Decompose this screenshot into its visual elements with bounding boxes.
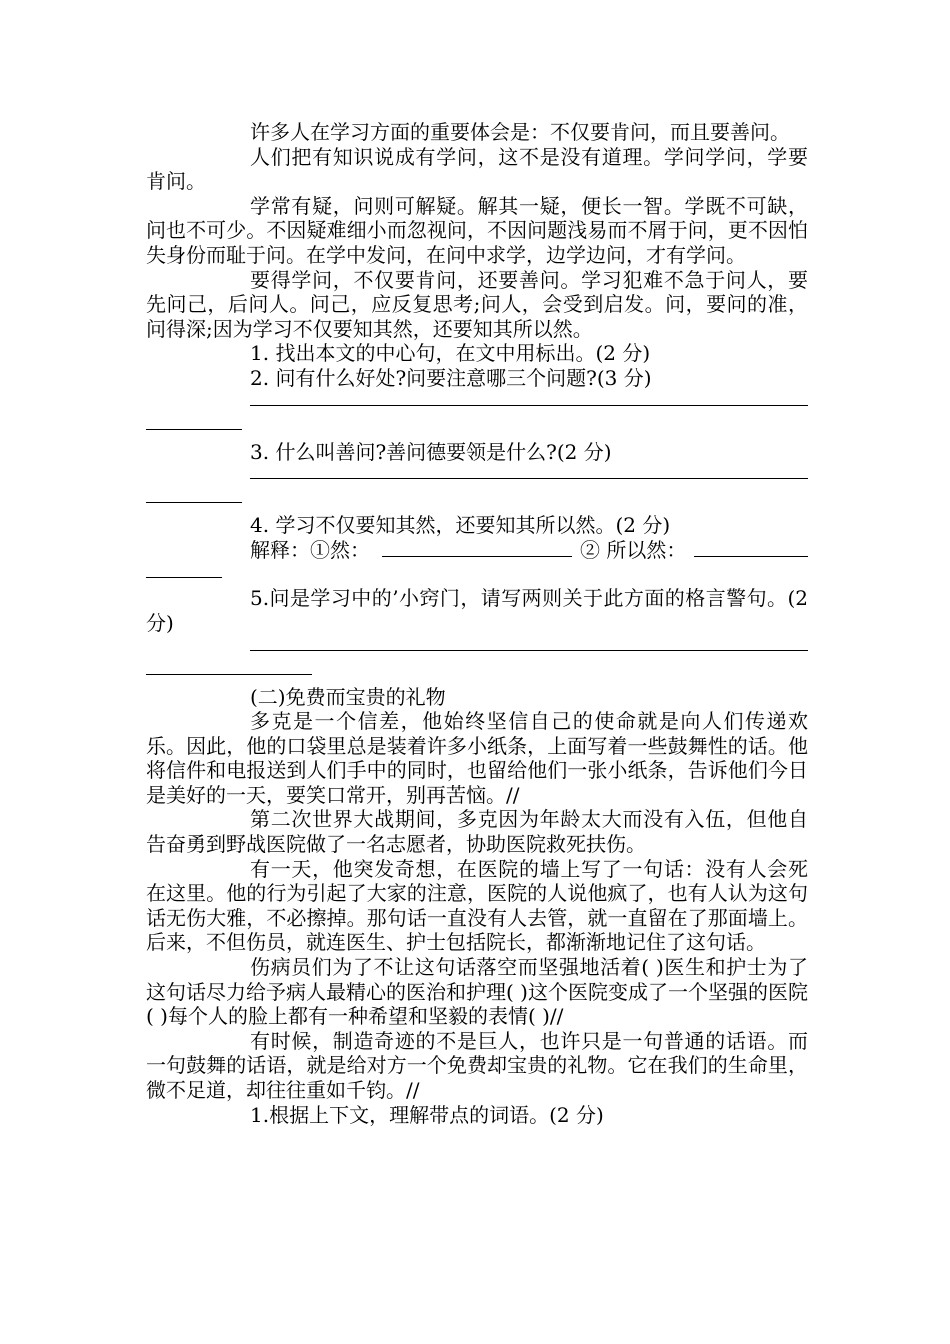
passage2-paragraph-4: 伤病员们为了不让这句话落空而坚强地活着( )医生和护士为了这句话尽力给予病人最精心的医治和护理( )这个医院变成了一个坚强的医院( )每个人的脸上都有一种希望和坚毅的表情( )//	[146, 955, 808, 1029]
answer-blank-suoyiran[interactable]	[694, 556, 808, 557]
answer-line	[250, 478, 808, 479]
answer-blank-q3[interactable]	[146, 464, 808, 513]
answer-line	[146, 674, 312, 675]
answer-line	[250, 405, 808, 406]
passage1-paragraph-1: 许多人在学习方面的重要体会是：不仅要肯问，而且要善问。	[250, 120, 790, 144]
passage2-paragraph-2: 第二次世界大战期间，多克因为年龄太大而没有入伍，但他自告奋勇到野战医院做了一名志愿者，协助医院救死扶伤。	[146, 807, 808, 857]
document-content	[146, 120, 808, 1127]
answer-continuation	[146, 562, 808, 586]
question-5: 5.问是学习中的’小窍门，请写两则关于此方面的格言警句。(2 分)	[146, 586, 808, 635]
passage1-paragraph-3: 学常有疑，问则可解疑。解其一疑，便长一智。学既不可缺，问也不可少。不因疑难细小而忽视问，不因问题浅易而不屑于问，更不因怕失身份而耻于问。在学中发问，在问中求学，边学边问，才有学问。	[146, 193, 808, 267]
answer-line	[146, 502, 242, 503]
question-4: 4. 学习不仅要知其然，还要知其所以然。(2 分)	[250, 513, 671, 538]
passage1-paragraph-4: 要得学问，不仅要肯问，还要善问。学习犯难不急于问人，要先问己，后问人。问己，应反复思考;问人，会受到启发。问，要问的准，问得深;因为学习不仅要知其然，还要知其所以然。	[146, 267, 808, 341]
passage2-paragraph-1: 多克是一个信差，他始终坚信自己的使命就是向人们传递欢乐。因此，他的口袋里总是装着许多小纸条，上面写着一些鼓舞性的话。他将信件和电报送到人们手中的同时，也留给他们一张小纸条，告诉他们今日是美好的一天，要笑口常开，别再苦恼。//	[146, 709, 808, 807]
answer-label-ran: 解释：①然：	[250, 537, 370, 562]
answer-line[interactable]	[146, 577, 222, 578]
passage2-question-1: 1.根据上下文，理解带点的词语。(2 分)	[250, 1102, 604, 1127]
answer-blank-q5[interactable]	[146, 636, 808, 685]
question-2: 2. 问有什么好处?问要注意哪三个问题?(3 分)	[250, 365, 652, 390]
question-3: 3. 什么叫善问?善问德要领是什么?(2 分)	[250, 439, 612, 464]
answer-blank-ran[interactable]	[382, 556, 572, 557]
question-4-answer-row	[146, 538, 808, 563]
passage2-paragraph-3: 有一天，他突发奇想，在医院的墙上写了一句话：没有人会死在这里。他的行为引起了大家的注意，医院的人说他疯了，也有人认为这句话无伤大雅，不必擦掉。那句话一直没有人去管，就一直留在了那面墙上。后来，不但伤员，就连医生、护士包括院长，都渐渐地记住了这句话。	[146, 856, 808, 955]
question-1: 1. 找出本文的中心句，在文中用标出。(2 分)	[250, 341, 651, 366]
passage1-paragraph-2: 人们把有知识说成有学问，这不是没有道理。学问学问，学要肯问。	[146, 144, 808, 194]
answer-label-suoyiran: ② 所以然：	[580, 537, 687, 562]
passage2-title: (二)免费而宝贵的礼物	[250, 684, 446, 709]
passage2-paragraph-5: 有时候，制造奇迹的不是巨人，也许只是一句普通的话语。而一句鼓舞的话语，就是给对方一个免费却宝贵的礼物。它在我们的生命里，微不足道，却往往重如千钧。//	[146, 1028, 808, 1102]
answer-blank-q2[interactable]	[146, 391, 808, 440]
answer-line	[250, 650, 808, 651]
answer-line	[146, 429, 242, 430]
